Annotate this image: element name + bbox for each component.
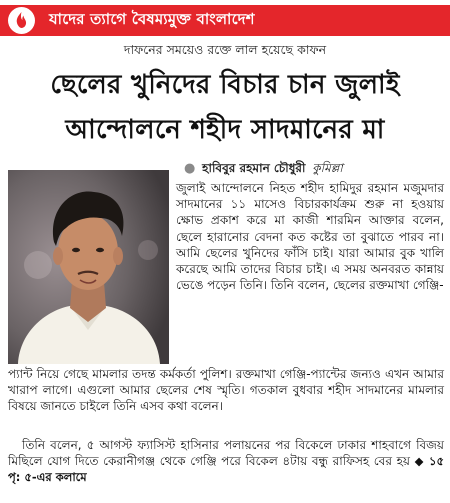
author-name: হাবিবুর রহমান চৌধুরী (202, 161, 306, 175)
paragraph-3-text: তিনি বলেন, ৫ আগস্ট ফ্যাসিস্ট হাসিনার পলায়নের পর বিকেলে ঢাকার শাহবাগে বিজয় মিছিলে যোগ দিতে কেরানীগঞ্জ থেকে গেঞ্জি পরে বিকেল ৪টায় বন্ধু রাফিসহ বের হয় (8, 438, 444, 469)
continuation-bullet-icon: ◆ (414, 454, 425, 469)
article-kicker: দাফনের সময়েও রক্তে লাল হয়েছে কাফন (123, 42, 327, 57)
byline (184, 160, 343, 180)
author-location: কুমিল্লা (312, 161, 343, 175)
article-paragraph-3 (8, 437, 444, 486)
flame-logo-icon (8, 7, 35, 34)
banner-title: যাদের ত্যাগে বৈষম্যমুক্ত বাংলাদেশ (49, 10, 255, 28)
headline-line-2: আন্দোলনে শহীদ সাদমানের মা (65, 115, 385, 145)
article-paragraph-2: প্যান্ট নিয়ে গেছে মামলার তদন্ত কর্মকর্তা পুলিশ। রক্তমাখা গেঞ্জি-প্যান্টের জন্যও এখন আমার খারাপ লাগে। এগুলো আমার ছেলের শেষ স্মৃতি। গতকাল বুধবার শহীদ সাদমানের মামলার বিষয়ে জানতে চাইলে তিনি এসব কথা বলেন। (8, 367, 444, 414)
section-banner (0, 5, 450, 36)
continuation-text: ১৫ পৃ: ৫-এর কলামে (8, 454, 444, 485)
article-paragraph-1: জুলাই আন্দোলনে নিহত শহীদ হামিদুর রহমান মজুমদার সাদমানের ১১ মাসেও বিচারকার্যক্রম শুরু না হওয়ায় ক্ষোভ প্রকাশ করে মা কাজী শারমিন আক্তার বলেন, ছেলে হারানোর বেদনা কত কষ্টের তা বুঝাতে পারব না। আমি ছেলের খুনিদের ফাঁসি চাই। যারা আমার বুক খালি করেছে আমি তাদের বিচার চাই। এ সময় অনবরত কান্নায় ভেঙে পড়েন তিনি। তিনি বলেন, ছেলের রক্তমাখা গেঞ্জি- (176, 181, 444, 293)
headline-line-1: ছেলের খুনিদের বিচার চান জুলাই (50, 70, 400, 100)
byline-bullet-icon: ● (184, 161, 196, 176)
portrait-photo (8, 170, 169, 364)
